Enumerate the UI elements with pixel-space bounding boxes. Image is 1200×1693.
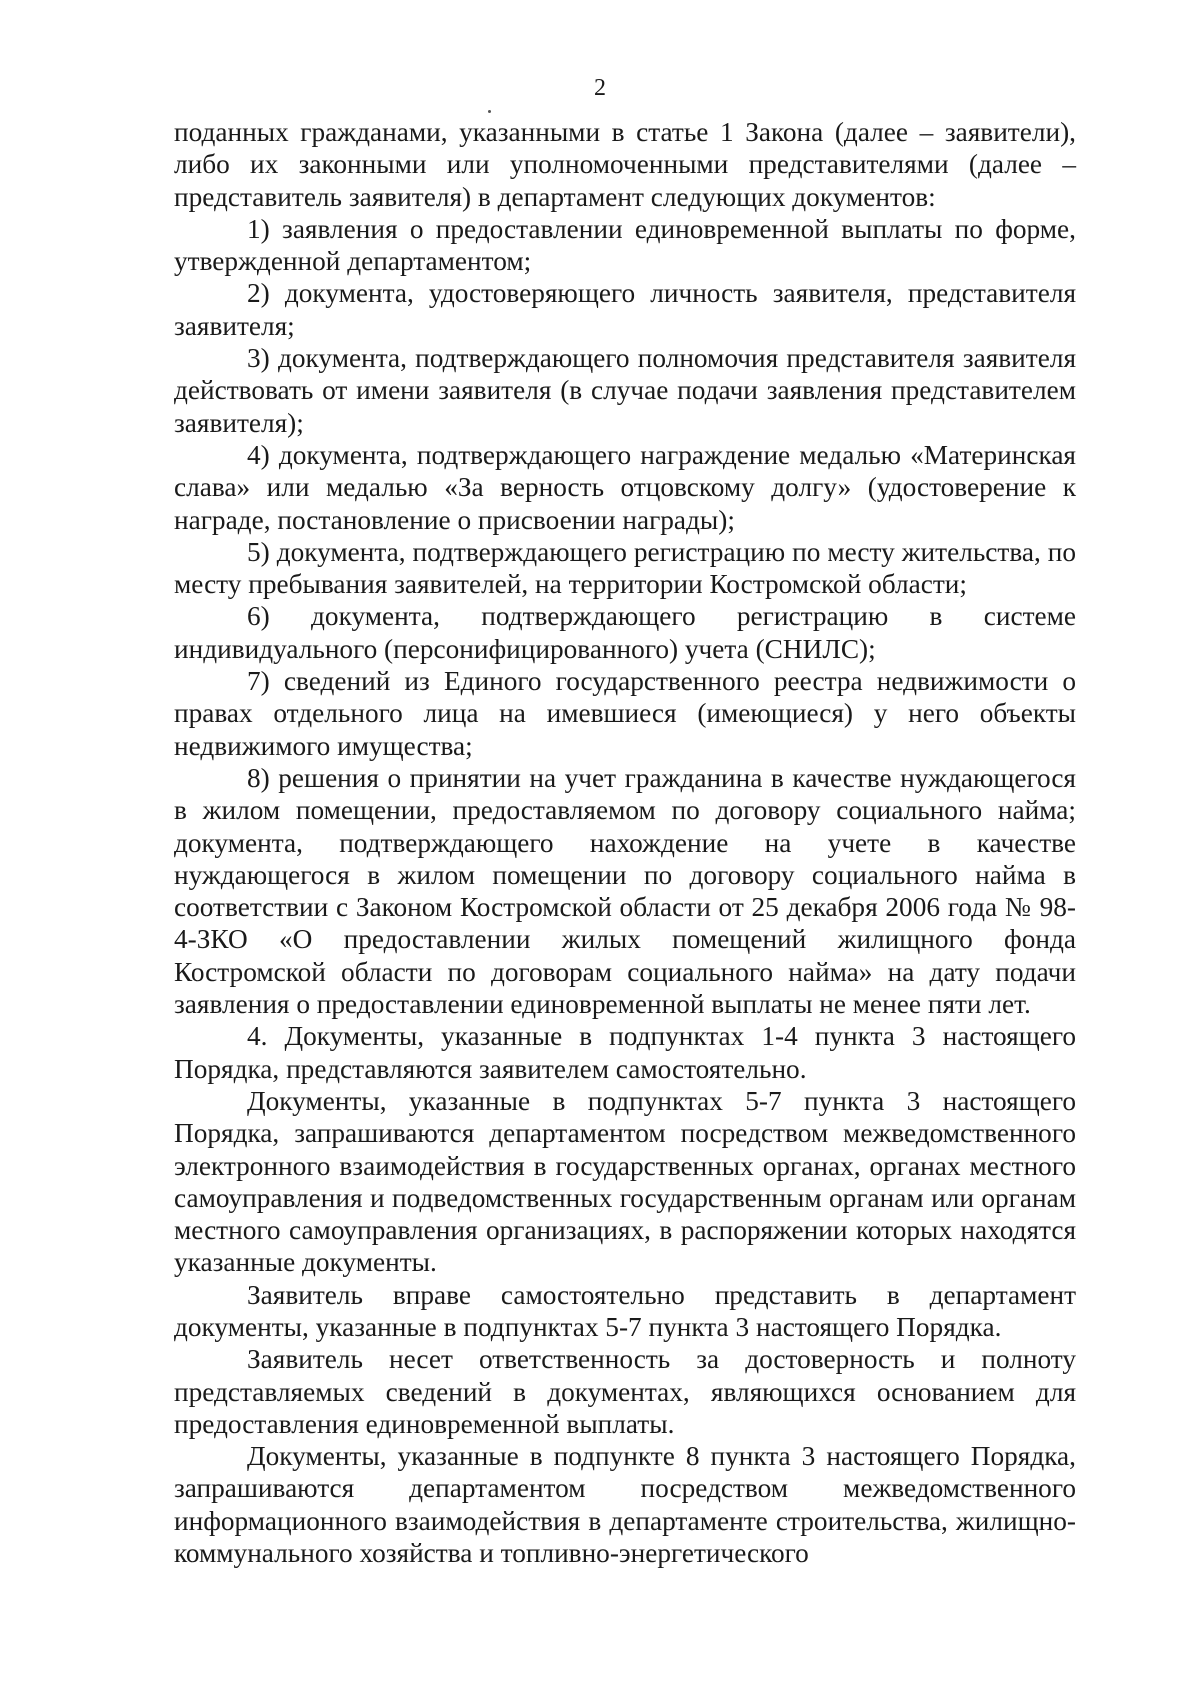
- paragraph-applicant-right: Заявитель вправе самостоятельно представить в департамент документы, указанные в подпунктах 5-7 пункта 3 настоящего Порядка.: [174, 1279, 1076, 1342]
- paragraph-subclause-8-request: Документы, указанные в подпункте 8 пункта 3 настоящего Порядка, запрашиваются департаментом посредством межведомственного информационного взаимодействия в департаменте строительства, жилищно-коммунального хозяйства и топливно-энергетического: [174, 1441, 1076, 1569]
- list-item-7: 7) сведений из Единого государственного реестра недвижимости о правах отдельного лица на имевшиеся (имеющиеся) у него объекты недвижимого имущества;: [174, 666, 1076, 761]
- list-item-8: 8) решения о принятии на учет гражданина в качестве нуждающегося в жилом помещении, предоставляемом по договору социального найма; документа, подтверждающего нахождение на учете в качестве нуждающегося в жилом помещении по договору социального найма в соответствии с Законом Костромской области от 25 декабря 2006 года № 98-4-ЗКО «О предоставлении жилых помещений жилищного фонда Костромской области по договорам социального найма» на дату подачи заявления о предоставлении единовременной выплаты не менее пяти лет.: [174, 762, 1076, 1020]
- list-item-4: 4) документа, подтверждающего награждение медалью «Материнская слава» или медалью «За верность отцовскому долгу» (удостоверение к награде, постановление о присвоении награды);: [174, 439, 1076, 535]
- list-item-2: 2) документа, удостоверяющего личность заявителя, представителя заявителя;: [174, 278, 1076, 341]
- paragraph-continuation: поданных гражданами, указанными в статье 1 Закона (далее – заявители), либо их законными или уполномоченными представителями (далее – представитель заявителя) в департамент следующих документов:: [174, 117, 1076, 212]
- list-item-6: 6) документа, подтверждающего регистрацию в системе индивидуального (персонифицированного) учета (СНИЛС);: [174, 601, 1076, 664]
- paragraph-interagency-request: Документы, указанные в подпунктах 5-7 пункта 3 настоящего Порядка, запрашиваются департаментом посредством межведомственного электронного взаимодействия в государственных органах, органах местного самоуправления и подведомственных государственным органам или органам местного самоуправления организациях, в распоряжении которых находятся указанные документы.: [174, 1085, 1076, 1278]
- document-body: [174, 116, 1076, 1569]
- paragraph-applicant-responsibility: Заявитель несет ответственность за достоверность и полноту представляемых сведений в документах, являющихся основанием для предоставления единовременной выплаты.: [174, 1344, 1076, 1439]
- clause-4: 4. Документы, указанные в подпунктах 1-4 пункта 3 настоящего Порядка, представляются заявителем самостоятельно.: [174, 1021, 1076, 1084]
- page-number: 2: [594, 75, 606, 101]
- scan-speck: [488, 110, 491, 113]
- list-item-1: 1) заявления о предоставлении единовременной выплаты по форме, утвержденной департаментом;: [174, 213, 1076, 277]
- list-item-5: 5) документа, подтверждающего регистрацию по месту жительства, по месту пребывания заявителей, на территории Костромской области;: [174, 536, 1076, 600]
- list-item-3: 3) документа, подтверждающего полномочия представителя заявителя действовать от имени заявителя (в случае подачи заявления представителем заявителя);: [174, 343, 1076, 438]
